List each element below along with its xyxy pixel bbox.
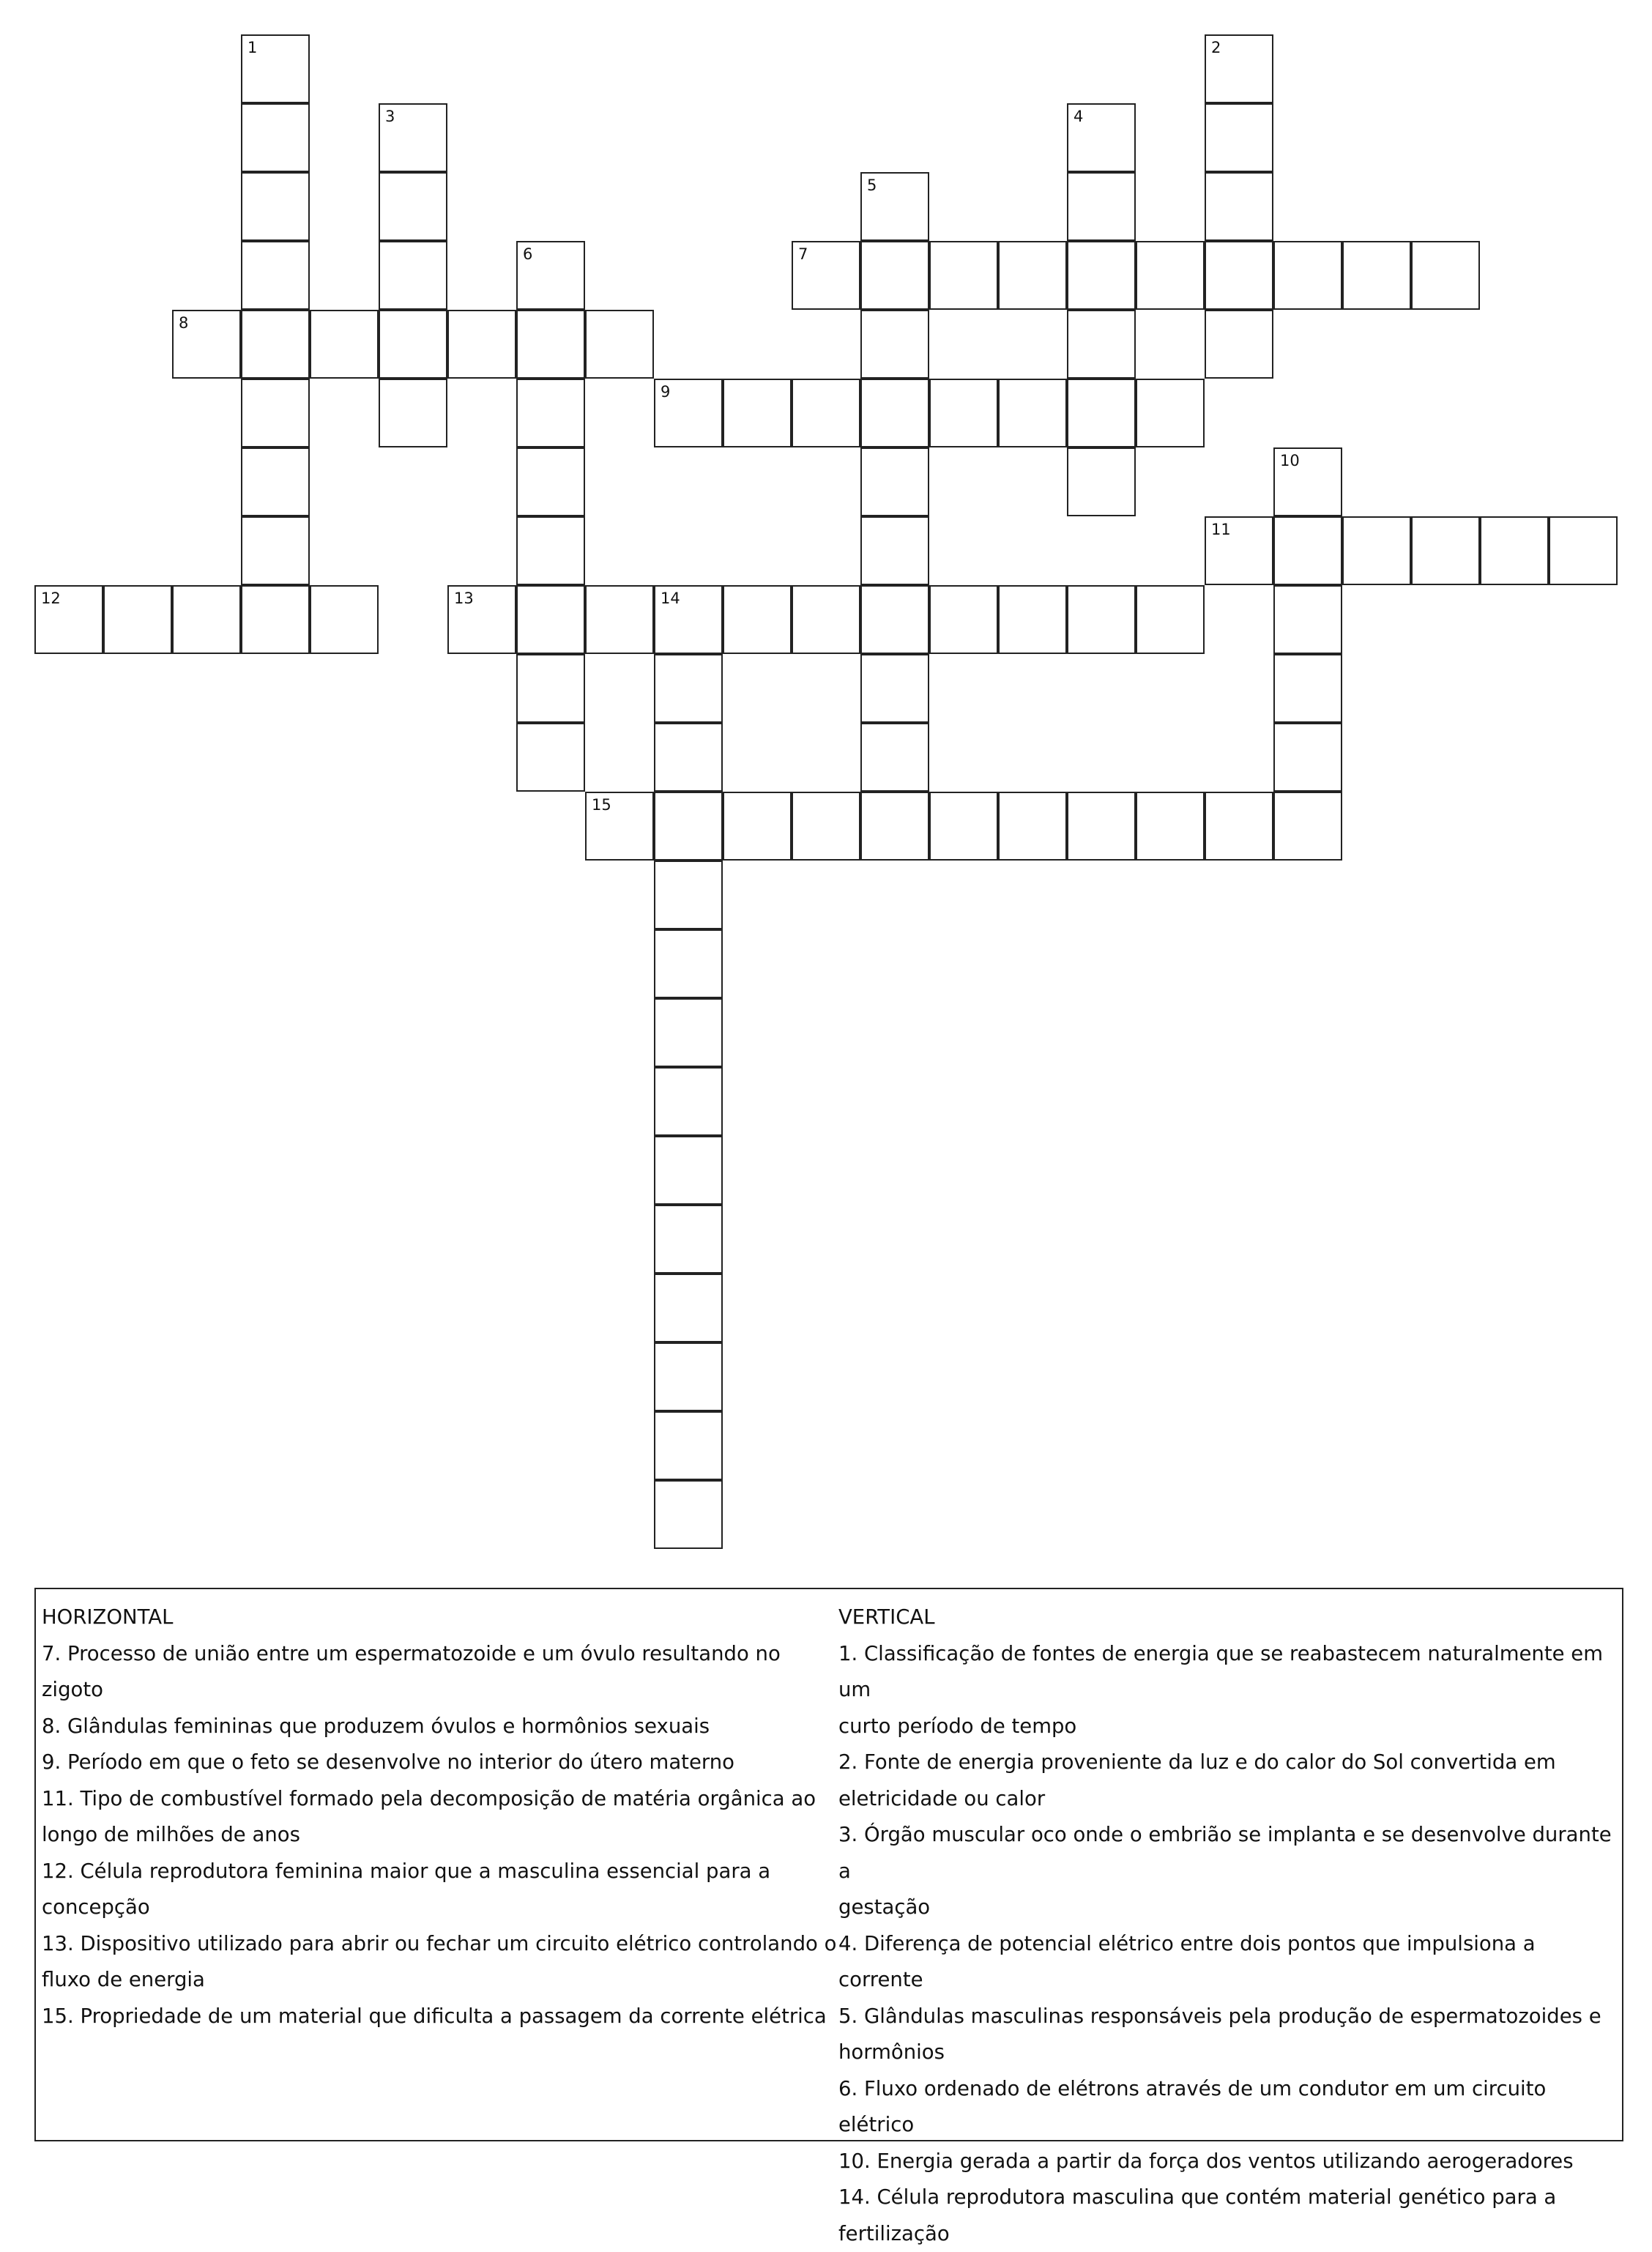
across-clue-line: 15. Propriedade de um material que dificulta a passagem da corrente elétrica [42, 1999, 847, 2035]
grid-cell[interactable] [241, 379, 310, 447]
grid-cell[interactable] [1205, 792, 1273, 861]
grid-cell[interactable] [172, 585, 241, 654]
grid-cell[interactable] [860, 792, 929, 861]
grid-cell[interactable] [654, 379, 723, 447]
grid-cell[interactable] [1549, 516, 1618, 585]
grid-cell[interactable] [516, 654, 585, 723]
grid-cell[interactable] [310, 310, 379, 379]
grid-cell[interactable] [1273, 516, 1342, 585]
grid-cell[interactable] [1273, 723, 1342, 792]
grid-cell[interactable] [654, 861, 723, 929]
grid-cell[interactable] [654, 723, 723, 792]
grid-cell[interactable] [1411, 241, 1480, 310]
grid-cell[interactable] [860, 585, 929, 654]
grid-cell[interactable] [723, 792, 792, 861]
grid-cell[interactable] [172, 310, 241, 379]
grid-cell[interactable] [1136, 241, 1205, 310]
grid-cell[interactable] [792, 241, 860, 310]
grid-cell[interactable] [654, 1342, 723, 1411]
down-heading: VERTICAL [838, 1599, 1621, 1636]
grid-cell[interactable] [103, 585, 172, 654]
grid-cell[interactable] [379, 172, 447, 241]
grid-cell[interactable] [654, 998, 723, 1067]
grid-cell[interactable] [1205, 34, 1273, 103]
grid-cell[interactable] [241, 585, 310, 654]
grid-cell[interactable] [792, 792, 860, 861]
across-clue-line: 13. Dispositivo utilizado para abrir ou fechar um circuito elétrico controlando o [42, 1926, 847, 1963]
grid-cell[interactable] [241, 103, 310, 172]
grid-cell[interactable] [860, 723, 929, 792]
grid-cell[interactable] [241, 310, 310, 379]
grid-cell[interactable] [860, 379, 929, 447]
grid-cell[interactable] [516, 516, 585, 585]
grid-cell[interactable] [929, 792, 998, 861]
grid-cell[interactable] [654, 929, 723, 998]
down-clue-line: curto período de tempo [838, 1709, 1621, 1745]
grid-cell[interactable] [1273, 654, 1342, 723]
grid-cell[interactable] [1205, 241, 1273, 310]
across-clue-line: 8. Glândulas femininas que produzem óvulos e hormônios sexuais [42, 1709, 847, 1745]
grid-cell[interactable] [447, 310, 516, 379]
grid-cell[interactable] [1067, 447, 1136, 516]
clue-number: 2 [1211, 39, 1221, 56]
grid-cell[interactable] [1205, 103, 1273, 172]
clue-number: 3 [385, 108, 395, 125]
grid-cell[interactable] [860, 241, 929, 310]
grid-cell[interactable] [1067, 103, 1136, 172]
grid-cell[interactable] [585, 310, 654, 379]
grid-cell[interactable] [654, 654, 723, 723]
grid-cell[interactable] [516, 447, 585, 516]
grid-cell[interactable] [379, 103, 447, 172]
across-clues-column [42, 1599, 847, 2034]
clue-number: 8 [179, 314, 188, 332]
grid-cell[interactable] [654, 1136, 723, 1205]
clues-box [34, 1588, 1623, 2141]
grid-cell[interactable] [654, 1480, 723, 1549]
clue-number: 6 [523, 245, 532, 263]
grid-cell[interactable] [1342, 241, 1411, 310]
grid-cell[interactable] [379, 379, 447, 447]
grid-cell[interactable] [516, 379, 585, 447]
grid-cell[interactable] [792, 585, 860, 654]
clue-number: 14 [661, 590, 680, 607]
grid-cell[interactable] [1480, 516, 1549, 585]
grid-cell[interactable] [1205, 516, 1273, 585]
down-clue-line: 10. Energia gerada a partir da força dos ventos utilizando aerogeradores [838, 2144, 1621, 2180]
grid-cell[interactable] [1067, 310, 1136, 379]
grid-cell[interactable] [654, 1411, 723, 1480]
grid-cell[interactable] [860, 516, 929, 585]
grid-cell[interactable] [516, 585, 585, 654]
grid-cell[interactable] [516, 723, 585, 792]
grid-cell[interactable] [929, 379, 998, 447]
down-clue-line: 2. Fonte de energia proveniente da luz e do calor do Sol convertida em [838, 1744, 1621, 1781]
grid-cell[interactable] [585, 585, 654, 654]
grid-cell[interactable] [998, 241, 1067, 310]
clue-number: 1 [248, 39, 257, 56]
grid-cell[interactable] [654, 585, 723, 654]
grid-cell[interactable] [379, 241, 447, 310]
grid-cell[interactable] [241, 447, 310, 516]
grid-cell[interactable] [241, 241, 310, 310]
clue-number: 9 [661, 383, 670, 401]
across-clue-line: 9. Período em que o feto se desenvolve no interior do útero materno [42, 1744, 847, 1781]
down-clue-line: 1. Classificação de fontes de energia que se reabastecem naturalmente em um [838, 1636, 1621, 1709]
down-clue-line: fertilização [838, 2216, 1621, 2252]
grid-cell[interactable] [998, 792, 1067, 861]
down-clue-line: 4. Diferença de potencial elétrico entre dois pontos que impulsiona a corrente [838, 1926, 1621, 1999]
across-clue-line: 12. Célula reprodutora feminina maior que a masculina essencial para a [42, 1854, 847, 1890]
grid-cell[interactable] [654, 1205, 723, 1274]
grid-cell[interactable] [1411, 516, 1480, 585]
across-clue-line: 7. Processo de união entre um espermatozoide e um óvulo resultando no zigoto [42, 1636, 847, 1709]
grid-cell[interactable] [310, 585, 379, 654]
grid-cell[interactable] [516, 310, 585, 379]
grid-cell[interactable] [654, 792, 723, 861]
across-clue-line: 11. Tipo de combustível formado pela decomposição de matéria orgânica ao [42, 1781, 847, 1818]
grid-cell[interactable] [1273, 447, 1342, 516]
grid-cell[interactable] [723, 585, 792, 654]
across-clue-line: fluxo de energia [42, 1962, 847, 1999]
grid-cell[interactable] [929, 241, 998, 310]
clue-number: 11 [1211, 521, 1231, 538]
grid-cell[interactable] [998, 379, 1067, 447]
down-clue-line: gestação [838, 1889, 1621, 1926]
grid-cell[interactable] [792, 379, 860, 447]
grid-cell[interactable] [1067, 792, 1136, 861]
grid-cell[interactable] [585, 792, 654, 861]
grid-cell[interactable] [860, 172, 929, 241]
grid-cell[interactable] [1067, 585, 1136, 654]
grid-cell[interactable] [1273, 585, 1342, 654]
across-clue-line: longo de milhões de anos [42, 1817, 847, 1854]
grid-cell[interactable] [998, 585, 1067, 654]
grid-cell[interactable] [1067, 241, 1136, 310]
across-clue-line: concepção [42, 1889, 847, 1926]
down-clue-line: 14. Célula reprodutora masculina que contém material genético para a [838, 2179, 1621, 2216]
grid-cell[interactable] [1205, 172, 1273, 241]
grid-cell[interactable] [1067, 379, 1136, 447]
grid-cell[interactable] [241, 34, 310, 103]
grid-cell[interactable] [929, 585, 998, 654]
grid-cell[interactable] [1136, 379, 1205, 447]
clue-number: 7 [798, 245, 808, 263]
down-clue-line: 3. Órgão muscular oco onde o embrião se implanta e se desenvolve durante a [838, 1817, 1621, 1889]
grid-cell[interactable] [1273, 792, 1342, 861]
grid-cell[interactable] [379, 310, 447, 379]
grid-cell[interactable] [1273, 241, 1342, 310]
grid-cell[interactable] [241, 172, 310, 241]
grid-cell[interactable] [654, 1274, 723, 1342]
clue-number: 12 [41, 590, 61, 607]
clue-number: 10 [1280, 452, 1300, 469]
down-clue-line: 6. Fluxo ordenado de elétrons através de um condutor em um circuito elétrico [838, 2071, 1621, 2144]
clue-number: 15 [592, 796, 611, 814]
grid-cell[interactable] [1136, 585, 1205, 654]
clue-number: 4 [1074, 108, 1083, 125]
down-clue-line: 5. Glândulas masculinas responsáveis pela produção de espermatozoides e [838, 1999, 1621, 2035]
grid-cell[interactable] [1067, 172, 1136, 241]
grid-cell[interactable] [1342, 516, 1411, 585]
clue-number: 5 [867, 176, 877, 194]
down-clue-line: eletricidade ou calor [838, 1781, 1621, 1818]
grid-cell[interactable] [34, 585, 103, 654]
grid-cell[interactable] [516, 241, 585, 310]
grid-cell[interactable] [860, 654, 929, 723]
clue-number: 13 [454, 590, 474, 607]
down-clue-line: hormônios [838, 2034, 1621, 2071]
grid-cell[interactable] [447, 585, 516, 654]
across-heading: HORIZONTAL [42, 1599, 847, 1636]
grid-cell[interactable] [654, 1067, 723, 1136]
grid-cell[interactable] [860, 310, 929, 379]
grid-cell[interactable] [241, 516, 310, 585]
grid-cell[interactable] [1136, 792, 1205, 861]
grid-cell[interactable] [860, 447, 929, 516]
grid-cell[interactable] [723, 379, 792, 447]
grid-cell[interactable] [1205, 310, 1273, 379]
down-clues-column [838, 1599, 1621, 2252]
